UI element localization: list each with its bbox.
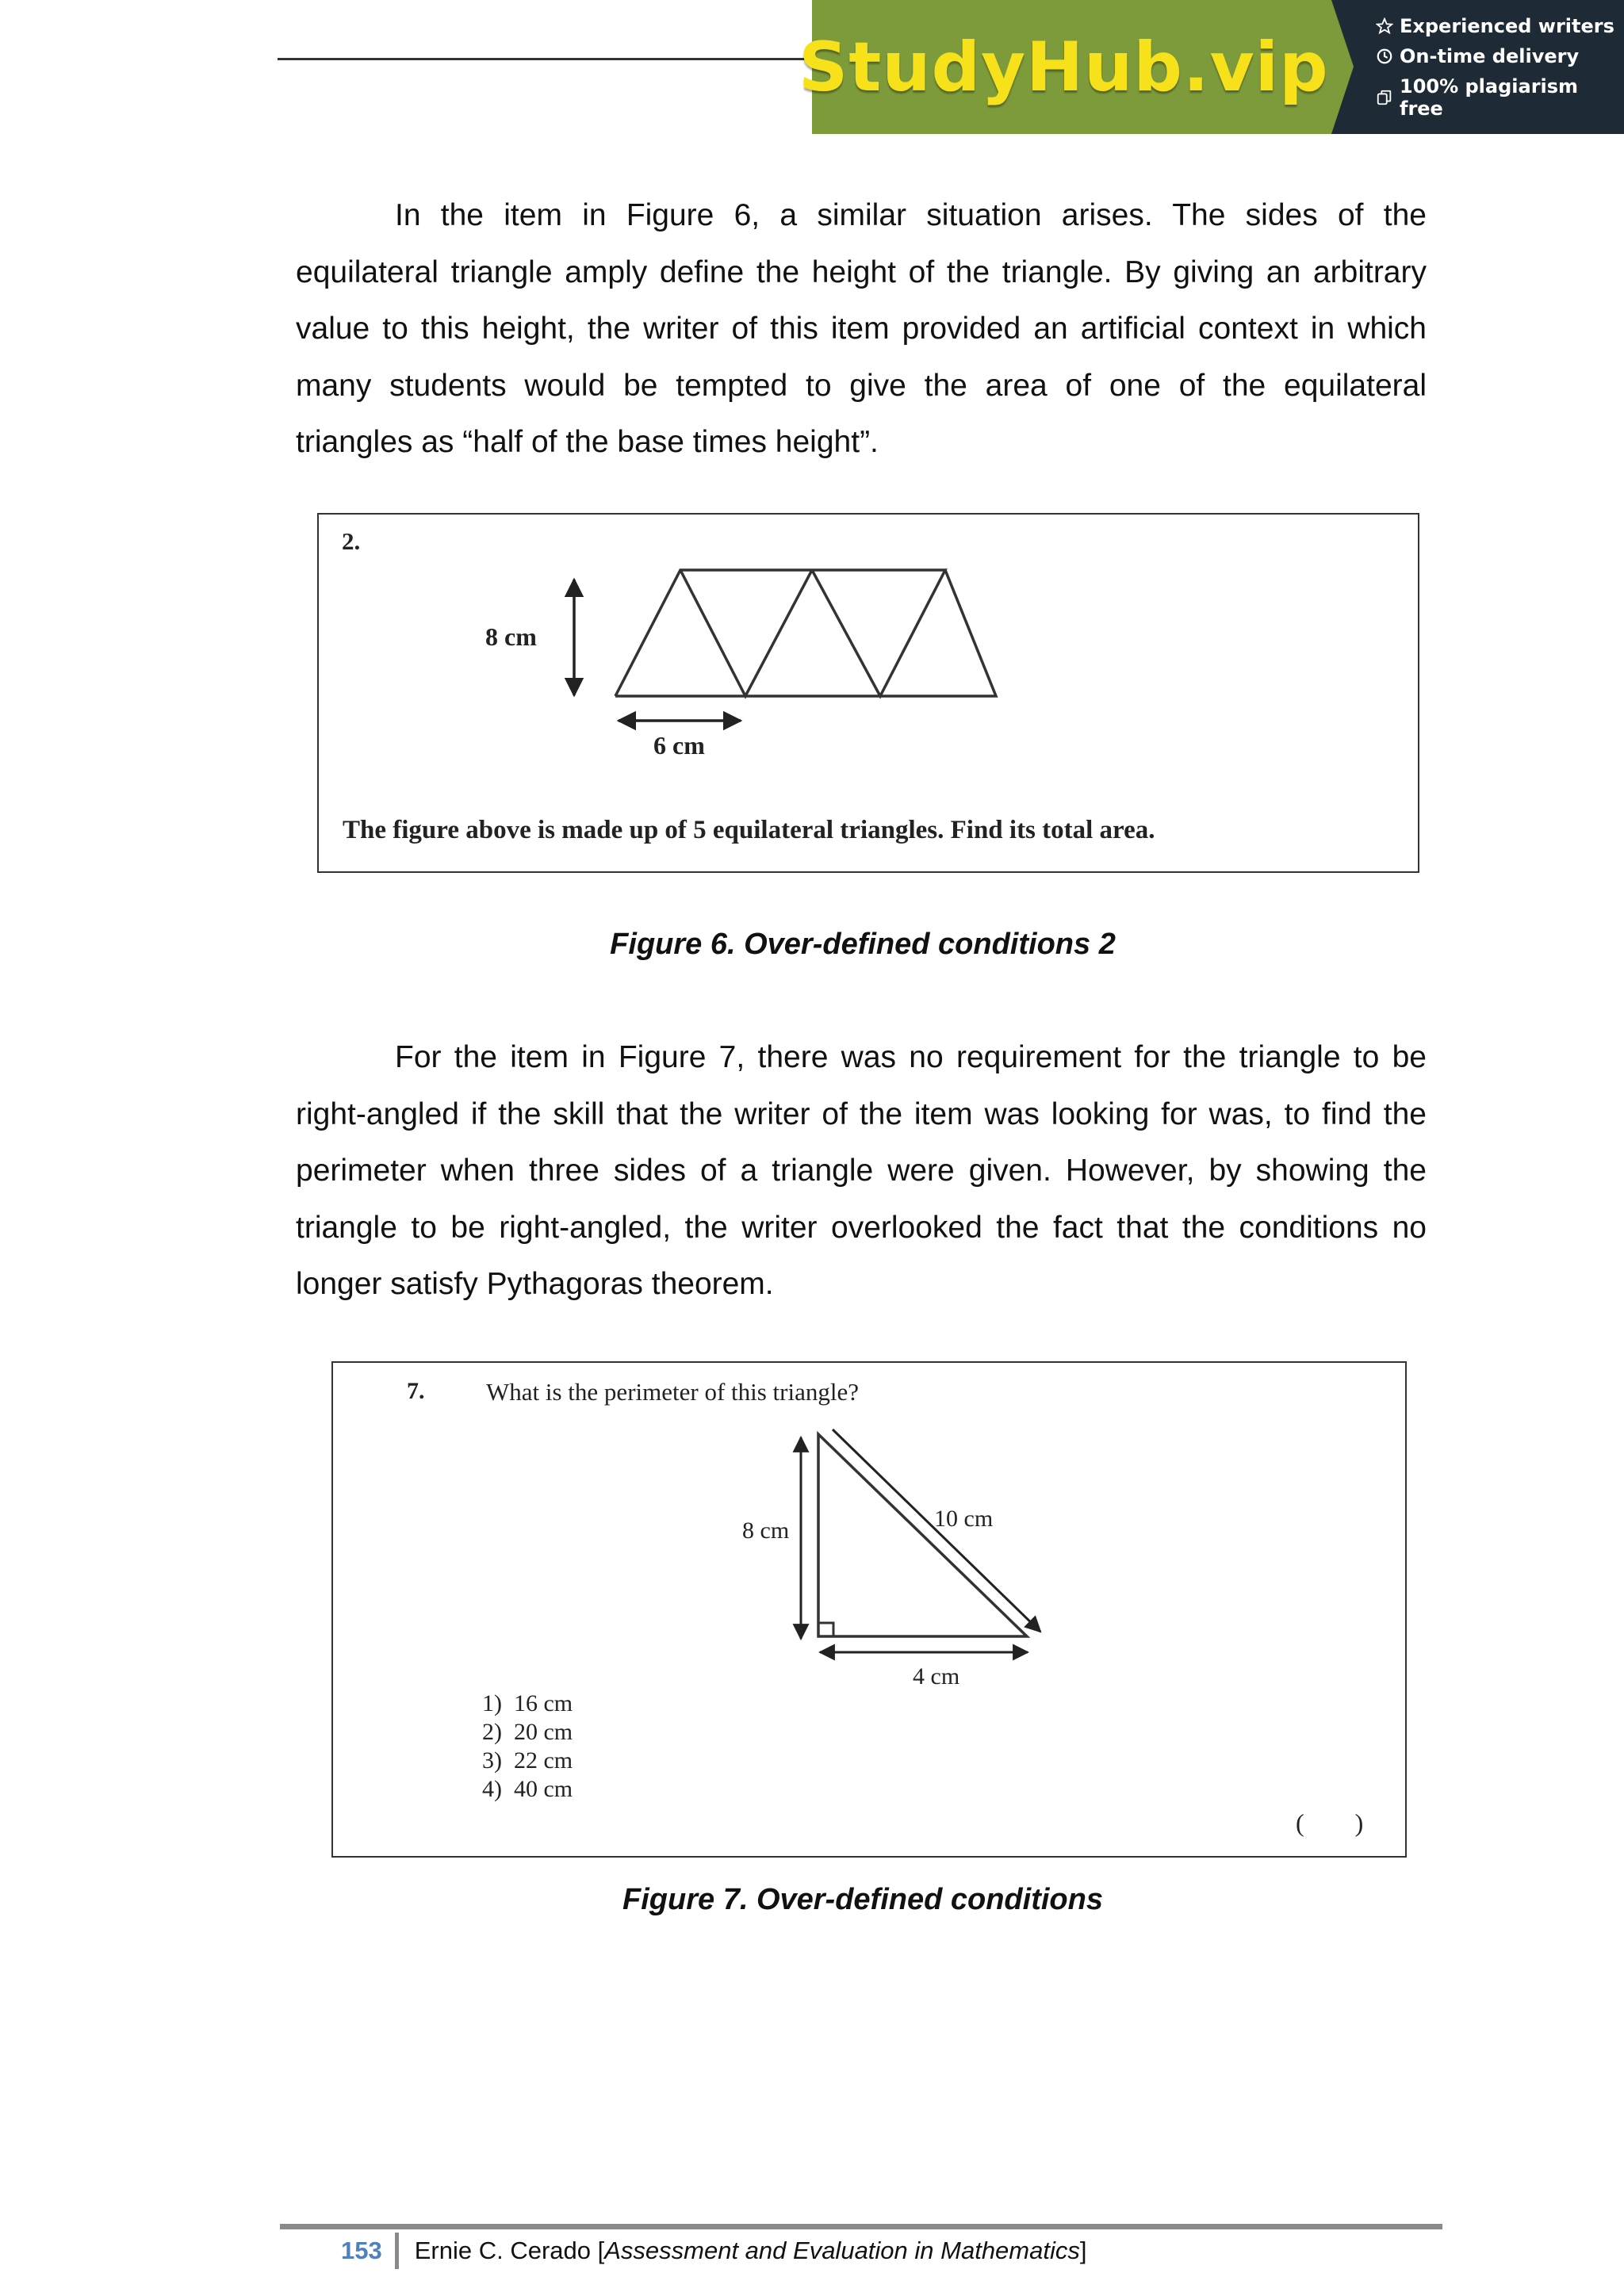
answer-option: 1) 16 cm <box>482 1690 573 1716</box>
footer-book-title: Assessment and Evaluation in Mathematics <box>604 2237 1080 2264</box>
page-footer <box>341 2231 1087 2271</box>
figure-7-box <box>331 1361 1407 1858</box>
badge-label: 100% plagiarism free <box>1400 75 1579 120</box>
height-label: 8 cm <box>485 622 537 651</box>
figure-6-box <box>317 513 1419 873</box>
answer-option: 3) 22 cm <box>482 1747 573 1774</box>
triangles-outline <box>615 570 996 696</box>
base-label: 4 cm <box>913 1663 960 1689</box>
badge-label: On-time delivery <box>1400 44 1580 67</box>
paragraph-figure7-discussion <box>296 1029 1427 1313</box>
base-label: 6 cm <box>653 731 705 760</box>
page-number: 153 <box>341 2233 399 2269</box>
right-triangle <box>818 1434 1027 1636</box>
height-label: 8 cm <box>742 1517 790 1544</box>
badge-label: Experienced writers <box>1400 14 1614 37</box>
footer-closing: ] <box>1079 2237 1087 2264</box>
paragraph-text: In the item in Figure 6, a similar situation arises. The sides of the equilateral triangle amply define the height of the triangle. By giving an arbitrary value to this height, the writer of this item provided an artificial context in which many students would be tempted to give the area of one of the equilateral triangles as “half of the base times height”. <box>296 198 1427 459</box>
badge-on-time-delivery <box>1376 45 1624 67</box>
star-icon <box>1376 17 1393 35</box>
figure-7-caption: Figure 7. Over-defined conditions <box>622 1883 1103 1916</box>
shield-copy-icon <box>1376 89 1393 106</box>
badge-experienced-writers <box>1376 15 1624 37</box>
badge-panel <box>1331 0 1624 134</box>
answer-option: 2) 20 cm <box>482 1719 573 1745</box>
figure-6-caption: Figure 6. Over-defined conditions 2 <box>610 928 1116 961</box>
studyhub-banner[interactable] <box>799 0 1624 134</box>
paragraph-figure6-discussion <box>296 187 1427 471</box>
right-angle-marker <box>818 1623 833 1636</box>
answer-option: 4) 40 cm <box>482 1776 573 1802</box>
footer-author: Ernie C. Cerado [ <box>414 2237 605 2264</box>
question-text: What is the perimeter of this triangle? <box>486 1378 859 1406</box>
hypotenuse-label: 10 cm <box>934 1506 994 1532</box>
answer-options <box>482 1689 573 1804</box>
clock-icon <box>1376 48 1393 65</box>
footer-rule <box>280 2224 1442 2229</box>
header-rule <box>278 58 817 60</box>
item-number: 7. <box>407 1378 425 1404</box>
brand-panel <box>799 0 1331 134</box>
badge-plagiarism-free <box>1376 75 1624 120</box>
question-text: The figure above is made up of 5 equilateral triangles. Find its total area. <box>343 816 1155 844</box>
paragraph-text: For the item in Figure 7, there was no requirement for the triangle to be right-angled if the skill that the writer of the item was looking for was, to find the perimeter when three sides of a triangle were given. However, by showing the triangle to be right-angled, the writer overlooked the fact that the conditions no longer satisfy Pythagoras theorem. <box>296 1040 1427 1301</box>
item-number: 2. <box>342 527 361 555</box>
brand-logo: StudyHub.vip <box>799 27 1329 107</box>
answer-bracket: ( ) <box>1296 1808 1364 1837</box>
